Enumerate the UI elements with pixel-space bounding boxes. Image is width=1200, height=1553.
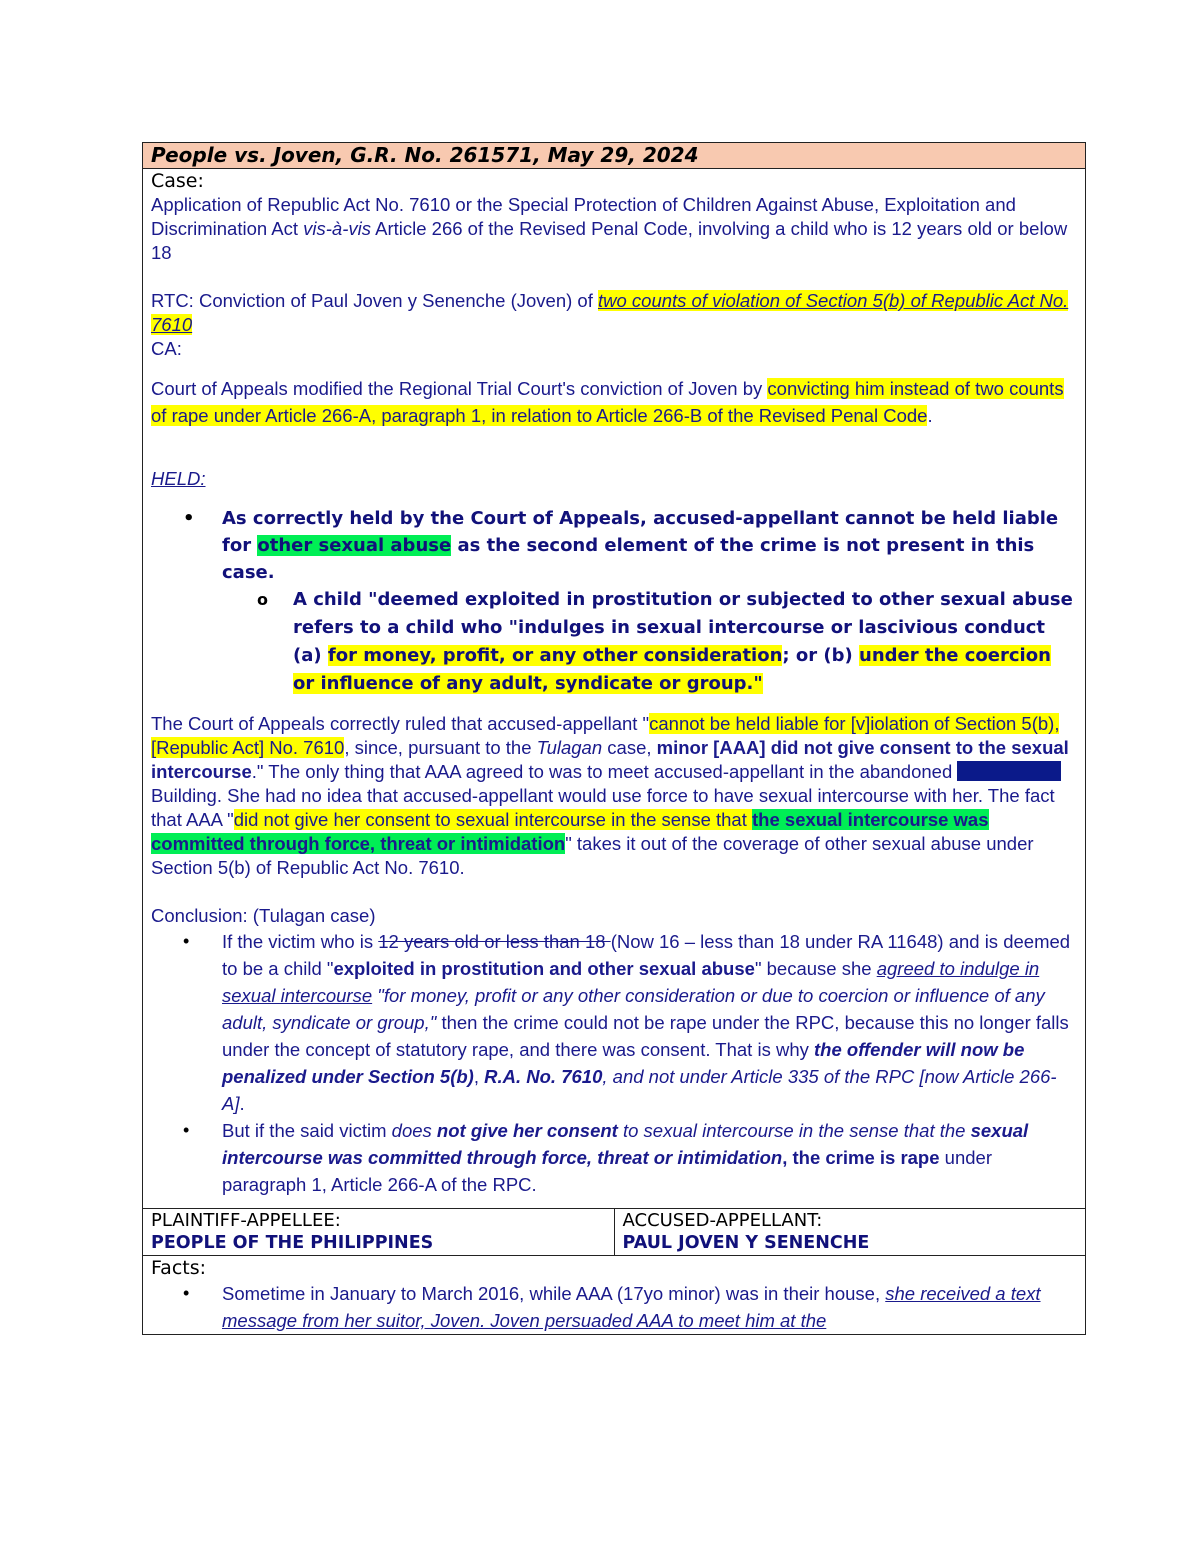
ca-label: CA: xyxy=(151,338,182,359)
facts-label: Facts: xyxy=(151,1257,207,1279)
held-sub-item: o A child "deemed exploited in prostitution or subjected to other sexual abuse refers to a child who "indulges in sexual intercourse or lascivious conduct (a) for money, profit, or any other consideration; or (b) under the coercion or influence of any adult, syndicate or group." xyxy=(151,586,1077,698)
document-page xyxy=(142,142,1086,1335)
conclusion-item-2: • But if the said victim does not give her consent to sexual intercourse in the sense that the sexual intercourse was committed through force, threat or intimidation, the crime is rape under paragraph 1, Article 266-A of the RPC. xyxy=(151,1117,1077,1198)
held-sub-list xyxy=(151,586,1077,698)
plaintiff-label: PLAINTIFF-APPELLEE: xyxy=(151,1210,341,1231)
case-title: People vs. Joven, G.R. No. 261571, May 29, 2024 xyxy=(151,143,699,167)
plaintiff-name: PEOPLE OF THE PHILIPPINES xyxy=(151,1233,434,1253)
accused-cell xyxy=(614,1209,1086,1256)
bullet-icon: • xyxy=(183,1120,190,1140)
conclusion-item-1: • If the victim who is 12 years old or less than 18 (Now 16 – less than 18 under RA 11648) and is deemed to be a child "exploited in prostitution and other sexual abuse" because she agreed to indulge in sexual intercourse "for money, profit or any other consideration or due to coercion or influence of any adult, syndicate or group," then the crime could not be rape under the RPC, because this no longer falls under the concept of statutory rape, and there was consent. That is why the offender will now be penalized under Section 5(b), R.A. No. 7610, and not under Article 335 of the RPC [now Article 266-A]. xyxy=(151,928,1077,1117)
accused-name: PAUL JOVEN Y SENENCHE xyxy=(622,1233,870,1253)
held-label: HELD: xyxy=(151,468,206,489)
facts-cell xyxy=(143,1256,1086,1335)
case-digest-table xyxy=(142,142,1086,1335)
accused-label: ACCUSED-APPELLANT: xyxy=(622,1210,823,1231)
ca-text: Court of Appeals modified the Regional Trial Court's conviction of Joven by convicting him instead of two counts of rape under Article 266-A, paragraph 1, in relation to Article 266-B of the Revised Penal Code. xyxy=(151,378,1064,426)
sub-bullet-icon: o xyxy=(257,590,268,609)
redacted-block xyxy=(957,761,1061,781)
case-label: Case: xyxy=(151,170,204,192)
ruling-text: The Court of Appeals correctly ruled that accused-appellant "cannot be held liable for [v]iolation of Section 5(b), [Republic Act] No. 7610, since, pursuant to the Tulagan case, minor [AAA] did not give consent to the sexual intercourse." The only thing that AAA agreed to was to meet accused-appellant in the abandoned Building. She had no idea that accused-appellant would use force to have sexual intercourse with her. The fact that AAA "did not give her consent to sexual intercourse in the sense that the sexual intercourse was committed through force, threat or intimidation" takes it out of the coverage of other sexual abuse under Section 5(b) of Republic Act No. 7610. xyxy=(151,713,1069,878)
bullet-icon: • xyxy=(183,931,190,951)
rtc-text: RTC: Conviction of Paul Joven y Senenche (Joven) of two counts of violation of Section 5(b) of Republic Act No. 7610 xyxy=(151,290,1069,335)
conclusion-list xyxy=(151,928,1077,1198)
title-cell xyxy=(143,143,1086,169)
case-text: Application of Republic Act No. 7610 or the Special Protection of Children Against Abuse, Exploitation and Discrimination Act vis-à-vis Article 266 of the Revised Penal Code, involving a child who is 12 years old or below 18 xyxy=(151,194,1068,263)
main-cell xyxy=(143,169,1086,1209)
plaintiff-cell xyxy=(143,1209,615,1256)
facts-list xyxy=(151,1280,1077,1334)
bullet-icon: • xyxy=(183,1283,190,1303)
facts-item-1: • Sometime in January to March 2016, while AAA (17yo minor) was in their house, she received a text message from her suitor, Joven. Joven persuaded AAA to meet him at the xyxy=(151,1280,1077,1334)
held-list xyxy=(151,505,1077,698)
bullet-icon: • xyxy=(183,508,195,529)
conclusion-label: Conclusion: (Tulagan case) xyxy=(151,905,376,926)
held-bullet: • As correctly held by the Court of Appeals, accused-appellant cannot be held liable for other sexual abuse as the second element of the crime is not present in this case. o A child "deemed exploited in prostitution or subjected to other sexual abuse refers to a child who "indulges in sexual intercourse or lascivious conduct (a) for money, profit, or any other consideration; or (b) under the coercion or influence of any adult, syndicate or group." xyxy=(151,505,1077,698)
